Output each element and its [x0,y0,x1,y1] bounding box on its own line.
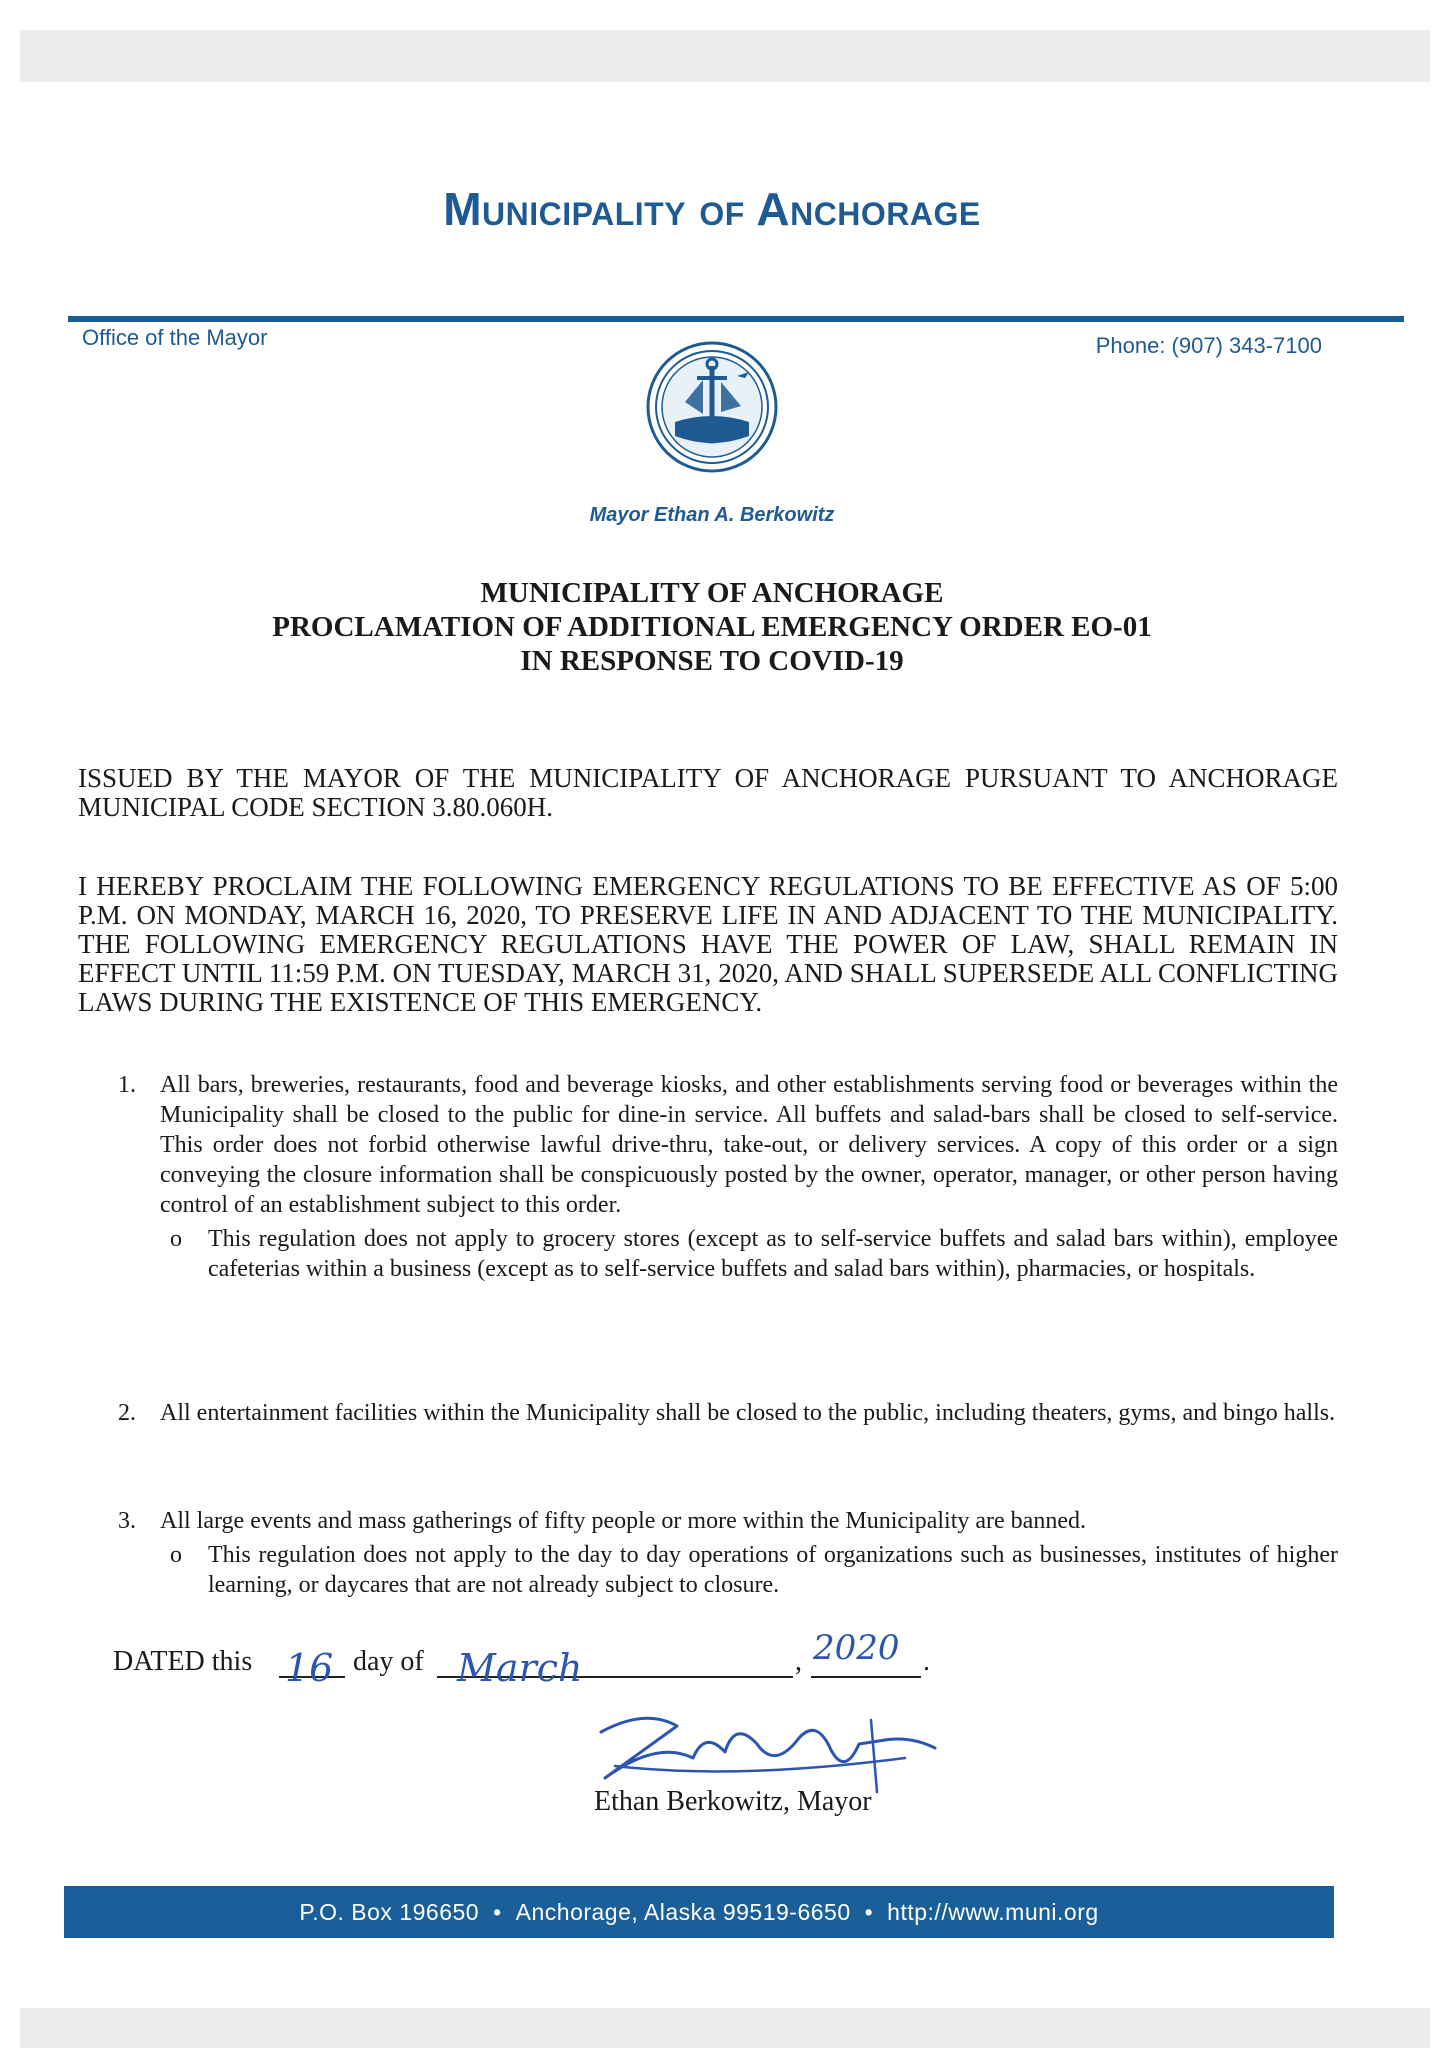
item-text: All large events and mass gatherings of fifty people or more within the Municipality are banned. [160,1508,1086,1534]
regulation-item-1 [118,1070,1338,1284]
mayor-name: Mayor Ethan A. Berkowitz [589,504,835,526]
masthead-title: Municipality of Anchorage [443,183,981,235]
item-number: 3. [118,1508,136,1534]
sub-item [170,1540,1338,1600]
sub-item-text: This regulation does not apply to grocery stores (except as to self-service buffets and salad bars within), employee cafeterias within a business (except as to self-service buffets and salad bars within), pharmacies, or hospitals. [208,1226,1338,1282]
document-title [0,576,1424,678]
phone-label: Phone: (907) 343-7100 [1095,333,1322,358]
scan-edge-top [20,30,1430,82]
office-label: Office of the Mayor [82,325,268,350]
footer-po-box: P.O. Box 196650 [299,1898,480,1925]
sub-item-text: This regulation does not apply to the day to day operations of organizations such as businesses, institutes of higher learning, or daycares that are not already subject to closure. [208,1542,1338,1598]
issued-paragraph: ISSUED BY THE MAYOR OF THE MUNICIPALITY OF ANCHORAGE PURSUANT TO ANCHORAGE MUNICIPAL CODE SECTION 3.80.060H. [78,763,1338,822]
footer-separator: • [864,1898,874,1925]
item-text: All entertainment facilities within the Municipality shall be closed to the public, including theaters, gyms, and bingo halls. [160,1400,1336,1426]
scan-edge-bottom [20,2008,1430,2048]
dated-prefix: DATED this [113,1646,253,1677]
bullet-marker: o [170,1226,182,1252]
sub-item [170,1224,1338,1284]
bullet-marker: o [170,1542,182,1568]
handwritten-signature [585,1700,945,1800]
footer-separator: • [493,1898,502,1925]
footer-url[interactable]: http://www.muni.org [887,1898,1099,1925]
dated-mid: day of [353,1646,424,1677]
dated-period: . [923,1646,930,1677]
handwritten-month: March [457,1646,583,1690]
footer-address-bar [64,1886,1334,1938]
title-line-1: MUNICIPALITY OF ANCHORAGE [480,577,944,609]
title-line-2: PROCLAMATION OF ADDITIONAL EMERGENCY ORDER EO-01 [272,611,1152,643]
handwritten-day: 16 [285,1646,334,1690]
item-text: All bars, breweries, restaurants, food and beverage kiosks, and other establishments serving food or beverages within the Municipality shall be closed to the public for dine-in service. All buffets and salad-bars shall be closed to self-service. This order does not forbid otherwise lawful drive-thru, take-out, or delivery services. A copy of this order or a sign conveying the closure information shall be conspicuously posted by the owner, operator, manager, or other person having control of an establishment subject to this order. [160,1072,1338,1218]
item-number: 2. [118,1400,136,1426]
item-number: 1. [118,1072,136,1098]
dated-comma: , [795,1646,802,1677]
title-line-3: IN RESPONSE TO COVID-19 [520,645,904,677]
proclamation-paragraph: I HEREBY PROCLAIM THE FOLLOWING EMERGENCY REGULATIONS TO BE EFFECTIVE AS OF 5:00 P.M. ON MONDAY, MARCH 16, 2020, TO PRESERVE LIFE IN AND ADJACENT TO THE MUNICIPALITY. THE FOLLOWING EMERGENCY REGULATIONS HAVE THE POWER OF LAW, SHALL REMAIN IN EFFECT UNTIL 11:59 P.M. ON TUESDAY, MARCH 31, 2020, AND SHALL SUPERSEDE ALL CONFLICTING LAWS DURING THE EXISTENCE OF THIS EMERGENCY. [78,871,1338,1017]
regulation-item-3 [118,1506,1338,1600]
footer-city: Anchorage, Alaska 99519-6650 [515,1898,851,1925]
year-blank [811,1676,921,1678]
dated-line [113,1630,1013,1690]
header-rule [68,316,1404,322]
handwritten-year: 2020 [813,1628,900,1668]
municipal-seal-icon [645,340,779,474]
regulation-item-2 [118,1398,1338,1428]
signer-name: Ethan Berkowitz, Mayor [594,1786,872,1817]
